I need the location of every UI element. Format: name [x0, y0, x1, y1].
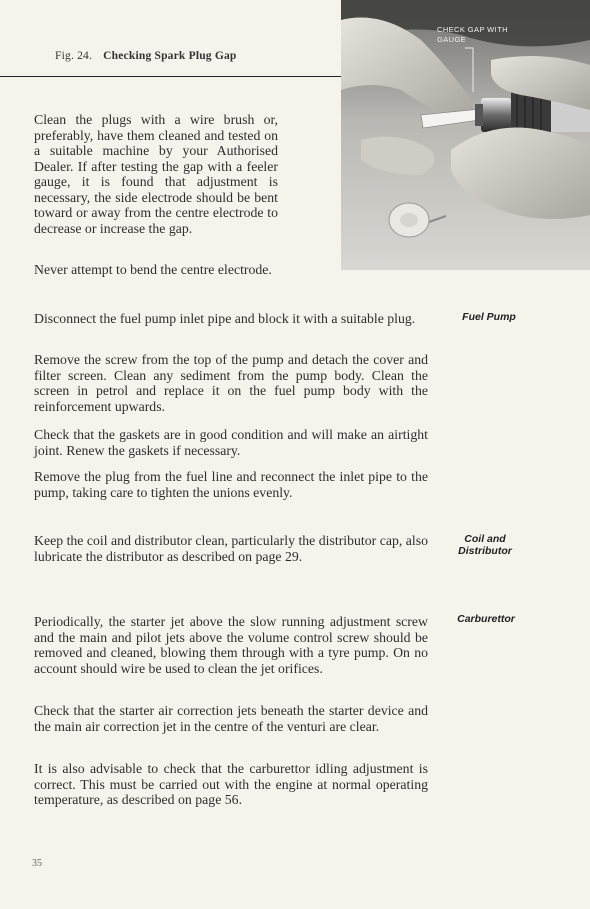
section-label-carburettor: Carburettor	[457, 613, 515, 625]
fuel-pump-paragraph-3: Check that the gaskets are in good condition and will make an airtight joint. Renew the gaskets if necessary.	[34, 427, 428, 458]
figure-title: Checking Spark Plug Gap	[103, 50, 237, 62]
coil-distributor-paragraph-1: Keep the coil and distributor clean, particularly the distributor cap, also lubricate the distributor as described on page 29.	[34, 533, 428, 564]
caption-rule	[0, 76, 341, 77]
section-label-coil-line2: Distributor	[458, 545, 512, 557]
photo-callout-line2: GAUGE	[437, 34, 467, 44]
carburettor-paragraph-1: Periodically, the starter jet above the slow running adjustment screw and the main and pilot jets above the volume control screw should be removed and cleaned, blowing them through with a tyre pump. On no account should wire be used to clean the jet orifices.	[34, 614, 428, 676]
photo-callout-line1: CHECK GAP WITH	[437, 25, 508, 34]
carburettor-paragraph-3: It is also advisable to check that the carburettor idling adjustment is correct. This must be carried out with the engine at normal operating temperature, as described on page 56.	[34, 761, 428, 807]
carburettor-paragraph-2: Check that the starter air correction jets beneath the starter device and the main air correction jet in the centre of the venturi are clear.	[34, 703, 428, 734]
intro-paragraph-1: Clean the plugs with a wire brush or, preferably, have them cleaned and tested on a suitable machine by your Authorised Dealer. If after testing the gap with a feeler gauge, it is found that adjustment is necessary, the side electrode should be bent toward or away from the centre electrode to decrease or increase the gap.	[34, 112, 278, 236]
page-number: 35	[32, 858, 42, 869]
section-label-fuel-pump: Fuel Pump	[462, 311, 516, 323]
intro-paragraph-2: Never attempt to bend the centre electrode.	[34, 262, 272, 277]
section-label-coil-and-distributor	[440, 533, 530, 557]
fuel-pump-paragraph-1: Disconnect the fuel pump inlet pipe and block it with a suitable plug.	[34, 311, 416, 326]
fuel-pump-paragraph-2: Remove the screw from the top of the pump and detach the cover and filter screen. Clean any sediment from the pump body. Clean the screen in petrol and replace it on the fuel pump body with the reinforcement upwards.	[34, 352, 428, 414]
figure-number: Fig. 24.	[55, 50, 93, 62]
figure-caption	[55, 50, 237, 62]
section-label-coil-line1: Coil and	[464, 533, 506, 545]
photo-callout-label	[437, 25, 547, 44]
fuel-pump-paragraph-4: Remove the plug from the fuel line and reconnect the inlet pipe to the pump, taking care to tighten the unions evenly.	[34, 469, 428, 500]
